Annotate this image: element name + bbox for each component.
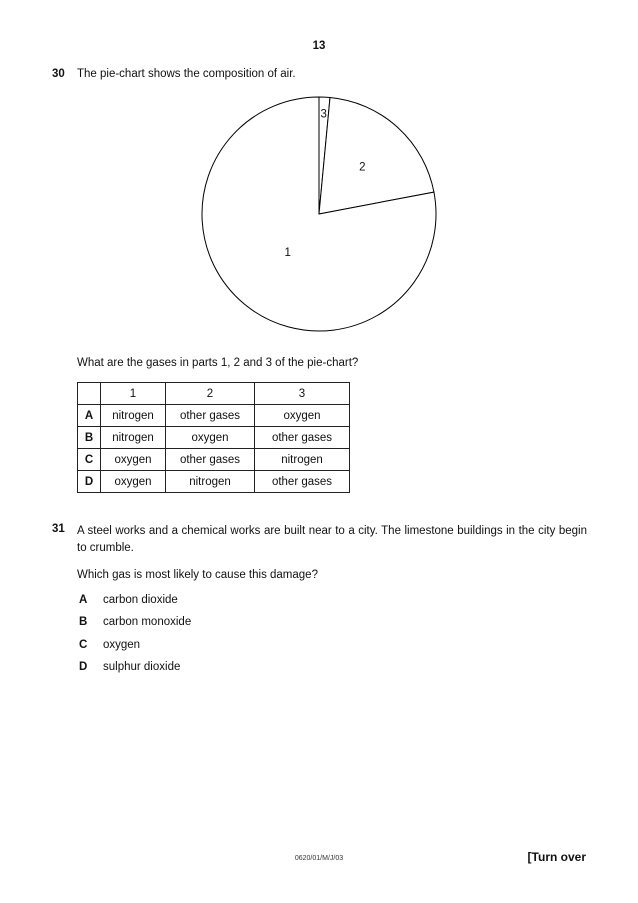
option-text: carbon dioxide <box>103 594 178 606</box>
table-cell: nitrogen <box>166 471 255 493</box>
table-row <box>78 427 350 449</box>
table-cell: other gases <box>255 471 350 493</box>
option-letter: D <box>79 661 88 673</box>
table-row <box>78 449 350 471</box>
table-cell: other gases <box>166 449 255 471</box>
option-text: carbon monoxide <box>103 616 192 628</box>
page-number: 13 <box>312 40 326 52</box>
table-row <box>78 471 350 493</box>
paper-code: 0620/01/M/J/03 <box>294 855 344 862</box>
question-31-number: 31 <box>52 523 65 535</box>
table-header-cell <box>78 383 101 405</box>
pie-chart <box>195 95 445 340</box>
table-header-row <box>78 383 350 405</box>
question-30-number: 30 <box>52 68 65 80</box>
option-letter: C <box>78 449 101 471</box>
option-letter: A <box>79 594 88 606</box>
question-31-text: A steel works and a chemical works are built near to a city. The limestone buildings in the city begin to crumble. <box>77 525 587 554</box>
question-31-prompt: Which gas is most likely to cause this damage? <box>77 569 318 581</box>
table-cell: nitrogen <box>101 405 166 427</box>
answer-table <box>77 382 350 493</box>
table-cell: oxygen <box>255 405 350 427</box>
pie-label-3: 3 <box>320 108 327 121</box>
table-cell: other gases <box>255 427 350 449</box>
table-header-cell: 2 <box>166 383 255 405</box>
table-cell: nitrogen <box>101 427 166 449</box>
table-cell: oxygen <box>101 471 166 493</box>
option-letter: A <box>78 405 101 427</box>
option-letter: B <box>78 427 101 449</box>
option-letter: B <box>79 616 88 628</box>
table-cell: oxygen <box>166 427 255 449</box>
table-row <box>78 405 350 427</box>
question-30-prompt: What are the gases in parts 1, 2 and 3 of the pie-chart? <box>77 357 359 369</box>
table-header-cell: 1 <box>101 383 166 405</box>
question-30-text: The pie-chart shows the composition of air. <box>77 68 296 80</box>
pie-label-1: 1 <box>284 246 291 259</box>
table-header-cell: 3 <box>255 383 350 405</box>
table-cell: nitrogen <box>255 449 350 471</box>
option-letter: D <box>78 471 101 493</box>
option-text: oxygen <box>103 639 141 651</box>
table-cell: oxygen <box>101 449 166 471</box>
option-text: sulphur dioxide <box>103 661 181 673</box>
table-cell: other gases <box>166 405 255 427</box>
option-letter: C <box>79 639 88 651</box>
pie-label-2: 2 <box>359 161 366 174</box>
turn-over-label: [Turn over <box>527 850 586 864</box>
